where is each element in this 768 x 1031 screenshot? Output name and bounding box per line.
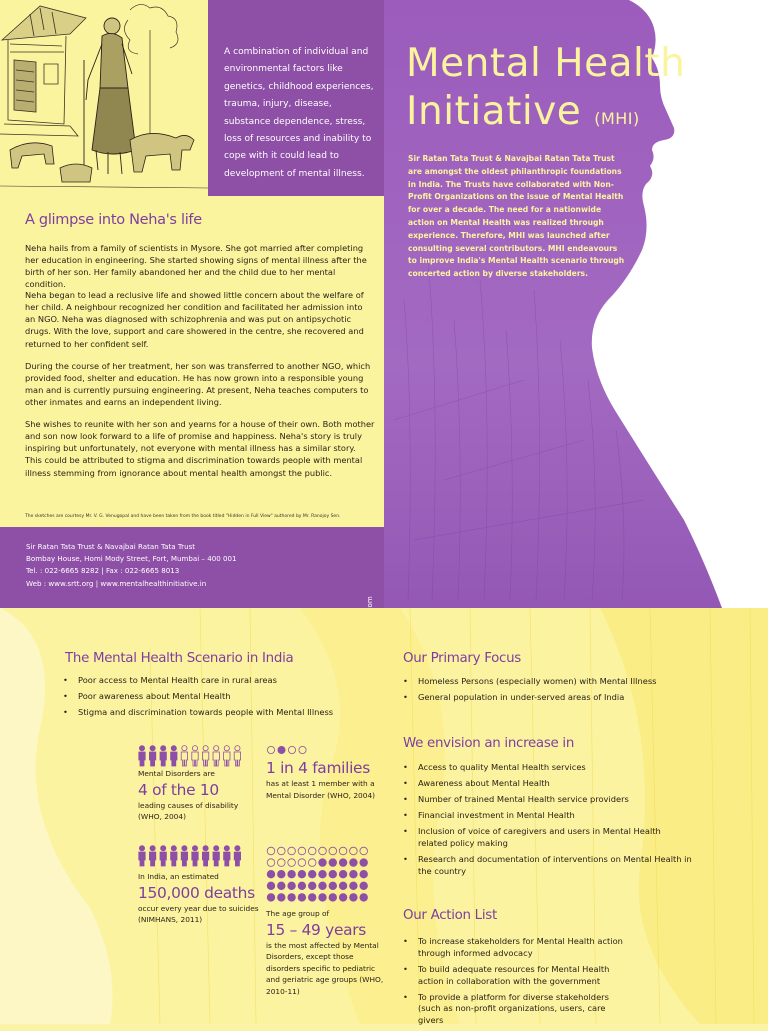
age-dot	[319, 847, 327, 855]
person-icon	[202, 752, 208, 766]
person-icon	[214, 846, 219, 851]
list-item: • Financial investment in Mental Health	[402, 810, 692, 822]
age-dot	[350, 894, 358, 902]
intro-box	[208, 0, 384, 196]
age-dot	[278, 859, 286, 867]
intro-text: A combination of individual and environmental factors like genetics, childhood experiences, trauma, injury, disease, substance dependence, stress, loss of resources and inability to cope with it could lead to development of mental illness.	[224, 47, 374, 179]
mhi-description: Sir Ratan Tata Trust & Navajbai Ratan Tata Trust are amongst the oldest philanthropic foundations in India. The Trusts have collaborated with Non-Profit Organizations on the issue of Mental Health for over a decade. The need for a nationwide action on Mental Health was realized through experience. Therefore, MHI was launched after consulting several contributors. MHI endeavours to improve India's Mental Health scenario through concerted action by diverse stakeholders.	[408, 154, 625, 279]
age-dot	[298, 882, 306, 890]
age-dot	[319, 894, 327, 902]
age-dot	[267, 882, 275, 890]
list-item: • General population in under-served areas of India	[402, 692, 702, 704]
age-dot	[319, 859, 327, 867]
list-item: • Poor awareness about Mental Health	[62, 691, 362, 703]
person-icon	[181, 852, 187, 866]
age-dot	[339, 859, 347, 867]
age-dot	[350, 847, 358, 855]
person-icon	[139, 846, 144, 851]
age-dot	[308, 894, 316, 902]
stat-deaths-pre: In India, an estimated	[138, 872, 219, 881]
scenario-list	[62, 675, 362, 723]
mhi-abbreviation: (MHI)	[594, 109, 640, 128]
list-item: • Inclusion of voice of caregivers and users in Mental Health related policy making	[402, 826, 692, 850]
age-dot	[360, 882, 368, 890]
person-icon	[171, 852, 177, 866]
person-icon	[235, 846, 240, 851]
age-dot	[329, 894, 337, 902]
age-dot	[339, 847, 347, 855]
stat-age-pre: The age group of	[266, 909, 330, 918]
age-dot	[298, 859, 306, 867]
footer-phone: Tel. : 022-6665 8282 | Fax : 022-6665 8013	[26, 566, 180, 576]
age-dot	[267, 859, 275, 867]
story-panel	[0, 0, 384, 608]
person-icon	[171, 746, 176, 751]
contact-footer	[0, 527, 384, 608]
age-dot	[288, 859, 296, 867]
age-dot	[298, 870, 306, 878]
list-item: • To increase stakeholders for Mental Health action through informed advocacy	[402, 936, 632, 960]
age-dot	[267, 894, 275, 902]
person-icon	[149, 852, 155, 866]
person-icon	[149, 752, 155, 766]
age-dot	[339, 894, 347, 902]
footer-address: Bombay House, Homi Mody Street, Fort, Mumbai – 400 001	[26, 554, 237, 564]
action-list	[402, 936, 632, 1031]
person-icon	[203, 746, 208, 751]
age-dot	[308, 859, 316, 867]
neha-paragraph-2: Neha began to lead a reclusive life and showed little concern about the welfare of her child. A neighbour recognized her condition and facilitated her admission into an NGO. Neha was diagnosed with schizophrenia and was put on antipsychotic drugs. With the love, support and care showered in the centre, she recovered and returned to her confident self.	[25, 290, 364, 349]
age-dot	[360, 847, 368, 855]
age-dot	[278, 870, 286, 878]
mhi-title	[406, 40, 685, 143]
stat-disorders	[138, 768, 258, 823]
age-dot	[308, 882, 316, 890]
person-icon	[171, 752, 177, 766]
age-dot	[350, 859, 358, 867]
neha-paragraph-4: She wishes to reunite with her son and yearns for a house of their own. Both mother and son now look forward to a life of promise and happiness. Neha's story is truly inspiring but unfortunately, not everyone with mental illness has a similar story. This could be attributed to stigma and discrimination towards people with mental illness stemming from ignorance about mental health amongst the public.	[25, 419, 375, 478]
person-icon	[234, 752, 240, 766]
age-dot	[360, 870, 368, 878]
people-icons-suicides	[138, 845, 248, 867]
age-dot	[308, 847, 316, 855]
age-dot	[339, 870, 347, 878]
age-dot	[288, 894, 296, 902]
family-dot	[299, 746, 306, 753]
age-dot	[360, 894, 368, 902]
neha-paragraph-3: During the course of her treatment, her son was transferred to another NGO, which provided food, shelter and education. He has now grown into a responsible young man and is currently pursuing engineering. At present, Neha teaches computers to other inmates and earns an independent living.	[25, 361, 371, 408]
woman-sketch-illustration	[0, 0, 208, 196]
person-icon	[160, 852, 166, 866]
footer-org: Sir Ratan Tata Trust & Navajbai Ratan Tata Trust	[26, 542, 196, 551]
people-icons-disorders	[138, 745, 248, 767]
info-section	[0, 608, 768, 1024]
footer-web[interactable]: Web : www.srtt.org | www.mentalhealthinitiative.in	[26, 578, 207, 588]
age-dot	[329, 882, 337, 890]
neha-story-title: A glimpse into Neha's life	[25, 212, 202, 228]
stat-deaths-post: occur every year due to suicides (NIMHANS, 2011)	[138, 903, 259, 924]
person-icon	[192, 852, 198, 866]
stat-families-post: has at least 1 member with a Mental Disorder (WHO, 2004)	[266, 779, 376, 800]
person-icon	[214, 746, 219, 751]
list-item: • Awareness about Mental Health	[402, 778, 692, 790]
person-icon	[139, 852, 145, 866]
age-dot	[329, 870, 337, 878]
age-dot	[278, 882, 286, 890]
person-icon	[224, 752, 230, 766]
age-dot	[278, 894, 286, 902]
person-icon	[224, 846, 229, 851]
age-dot	[319, 870, 327, 878]
age-dot	[288, 870, 296, 878]
scenario-title: The Mental Health Scenario in India	[65, 651, 294, 666]
age-dot	[308, 870, 316, 878]
mhi-title-line1: Mental Health	[406, 41, 686, 86]
person-icon	[192, 752, 198, 766]
family-dots-icon	[266, 744, 310, 756]
age-dot	[298, 847, 306, 855]
stat-age-post: is the most affected by Mental Disorders, except those disorders specific to pediatric and geriatric age groups (WHO, 2010-11)	[266, 940, 384, 996]
family-dot	[267, 746, 274, 753]
stat-disorders-pre: Mental Disorders are	[138, 769, 215, 778]
list-item: • Homeless Persons (especially women) with Mental Illness	[402, 676, 702, 688]
person-icon	[224, 746, 229, 751]
stat-deaths-value: 150,000 deaths	[138, 883, 255, 902]
age-dot	[298, 894, 306, 902]
person-icon	[192, 746, 197, 751]
person-icon	[160, 752, 166, 766]
person-icon	[182, 746, 187, 751]
age-dot	[350, 882, 358, 890]
mhi-title-line2	[406, 88, 685, 143]
age-dot	[360, 859, 368, 867]
person-icon	[234, 852, 240, 866]
sketch-credit: The sketches are courtesy Mr. V. G. Venugopal and have been taken from the book titled "Hidden in Full View" authored by Mr. Ranojoy Sen.	[25, 514, 341, 519]
person-icon	[161, 746, 166, 751]
family-dot	[278, 746, 285, 753]
person-icon	[235, 746, 240, 751]
list-item: • To provide a platform for diverse stakeholders (such as non-profit organizations, users, care givers	[402, 992, 632, 1027]
focus-list	[402, 676, 702, 708]
focus-title: Our Primary Focus	[403, 651, 521, 666]
stat-families-value: 1 in 4 families	[266, 759, 370, 777]
person-icon	[139, 746, 144, 751]
cover-panel	[384, 0, 768, 608]
person-icon	[161, 846, 166, 851]
stat-disorders-value: 4 of the 10	[138, 780, 219, 799]
person-icon	[203, 846, 208, 851]
stat-age	[266, 908, 386, 997]
list-item: • Research and documentation of interventions on Mental Health in the country	[402, 854, 692, 878]
list-item: • Number of trained Mental Health service providers	[402, 794, 692, 806]
person-icon	[139, 752, 145, 766]
list-item: • To build adequate resources for Mental Health action in collaboration with the government	[402, 964, 632, 988]
age-dot	[350, 870, 358, 878]
envision-title: We envision an increase in	[403, 736, 575, 751]
list-item: • Poor access to Mental Health care in rural areas	[62, 675, 362, 687]
person-icon	[171, 846, 176, 851]
person-icon	[150, 846, 155, 851]
action-title: Our Action List	[403, 908, 497, 923]
mhi-title-word: Initiative	[406, 89, 582, 134]
age-dot	[278, 847, 286, 855]
list-item: • Stigma and discrimination towards people with Mental Illness	[62, 707, 362, 719]
person-icon	[192, 846, 197, 851]
stat-deaths	[138, 871, 263, 926]
stat-age-value: 15 – 49 years	[266, 920, 366, 939]
age-dot	[319, 882, 327, 890]
age-dot	[267, 847, 275, 855]
family-dot	[288, 746, 295, 753]
person-icon	[213, 852, 219, 866]
person-icon	[224, 852, 230, 866]
stat-families	[266, 758, 386, 801]
stat-disorders-post: leading causes of disability (WHO, 2004)	[138, 800, 239, 821]
age-dot	[267, 870, 275, 878]
person-icon	[181, 752, 187, 766]
age-dot	[329, 859, 337, 867]
age-dot	[339, 882, 347, 890]
age-group-dot-grid-icon	[266, 846, 370, 906]
neha-paragraph-1: Neha hails from a family of scientists in Mysore. She got married after completing her education in engineering. She started showing signs of mental illness after the birth of her son. Her family abandoned her and the child due to her mental condition.	[25, 243, 367, 290]
person-icon	[202, 852, 208, 866]
age-dot	[288, 847, 296, 855]
envision-list	[402, 762, 692, 882]
person-icon	[150, 746, 155, 751]
person-icon	[213, 752, 219, 766]
age-dot	[288, 882, 296, 890]
age-dot	[329, 847, 337, 855]
person-icon	[182, 846, 187, 851]
list-item: • Access to quality Mental Health services	[402, 762, 692, 774]
